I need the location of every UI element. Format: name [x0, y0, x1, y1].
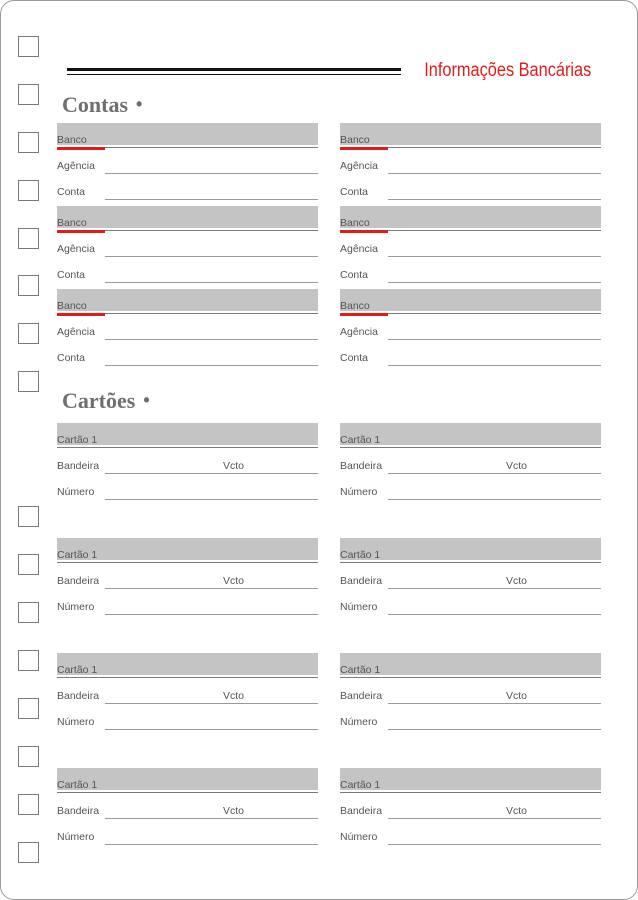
vcto-label: Vcto	[223, 460, 245, 472]
checkbox[interactable]	[18, 842, 39, 863]
red-underline	[340, 147, 388, 150]
bandeira-field[interactable]	[57, 460, 318, 474]
bandeira-label: Bandeira	[57, 805, 100, 817]
conta-field[interactable]	[57, 352, 318, 366]
agencia-field[interactable]	[57, 243, 318, 257]
cartao-block	[340, 423, 601, 501]
bandeira-label: Bandeira	[57, 575, 100, 587]
banco-field[interactable]	[57, 134, 318, 148]
cartao-label: Cartão 1	[340, 779, 381, 791]
checkbox[interactable]	[18, 36, 39, 57]
cartao-label: Cartão 1	[57, 549, 98, 561]
conta-field[interactable]	[340, 352, 601, 366]
vcto-label: Vcto	[506, 690, 528, 702]
agencia-field[interactable]	[57, 160, 318, 174]
banco-label: Banco	[57, 134, 87, 146]
checkbox[interactable]	[18, 275, 39, 296]
agencia-field[interactable]	[340, 243, 601, 257]
cartao-block	[57, 538, 318, 616]
conta-block	[57, 289, 318, 367]
numero-label: Número	[57, 831, 95, 843]
numero-label: Número	[57, 716, 95, 728]
numero-label: Número	[57, 486, 95, 498]
banco-field[interactable]	[340, 134, 601, 148]
page-title: Informações Bancárias	[423, 60, 591, 81]
vcto-label: Vcto	[506, 805, 528, 817]
numero-label: Número	[57, 601, 95, 613]
bandeira-field[interactable]	[57, 575, 318, 589]
red-underline	[57, 230, 105, 233]
bullet-icon: •	[136, 94, 143, 114]
conta-label: Conta	[57, 269, 86, 281]
cartao-field[interactable]	[340, 549, 601, 563]
bullet-icon: •	[143, 390, 150, 410]
checkbox[interactable]	[18, 180, 39, 201]
numero-field[interactable]	[57, 601, 318, 615]
checkbox[interactable]	[18, 554, 39, 575]
section-title-text: Cartões	[62, 388, 136, 413]
cartao-field[interactable]	[57, 664, 318, 678]
conta-label: Conta	[57, 352, 86, 364]
banco-field[interactable]	[340, 300, 601, 314]
section-title-cartoes	[62, 388, 150, 414]
cartao-field[interactable]	[340, 434, 601, 448]
conta-label: Conta	[340, 352, 369, 364]
red-underline	[340, 313, 388, 316]
banco-field[interactable]	[57, 300, 318, 314]
agencia-label: Agência	[57, 326, 95, 338]
header-rule	[67, 68, 401, 75]
checkbox[interactable]	[18, 84, 39, 105]
red-underline	[57, 147, 105, 150]
bandeira-field[interactable]	[57, 690, 318, 704]
banco-label: Banco	[340, 217, 370, 229]
numero-label: Número	[340, 716, 378, 728]
numero-field[interactable]	[57, 831, 318, 845]
conta-block	[340, 206, 601, 284]
bandeira-label: Bandeira	[340, 690, 383, 702]
checkbox[interactable]	[18, 228, 39, 249]
conta-field[interactable]	[57, 269, 318, 283]
banco-label: Banco	[57, 217, 87, 229]
checkbox[interactable]	[18, 746, 39, 767]
cartao-block	[57, 423, 318, 501]
agencia-label: Agência	[57, 160, 95, 172]
bandeira-field[interactable]	[340, 690, 601, 704]
banco-field[interactable]	[340, 217, 601, 231]
agencia-label: Agência	[340, 243, 378, 255]
agencia-field[interactable]	[340, 160, 601, 174]
cartao-label: Cartão 1	[57, 434, 98, 446]
cartao-label: Cartão 1	[57, 664, 98, 676]
cartao-label: Cartão 1	[340, 549, 381, 561]
conta-field[interactable]	[57, 186, 318, 200]
cartao-label: Cartão 1	[340, 434, 381, 446]
banco-field[interactable]	[57, 217, 318, 231]
conta-field[interactable]	[340, 269, 601, 283]
bandeira-label: Bandeira	[340, 460, 383, 472]
numero-label: Número	[340, 601, 378, 613]
conta-block	[57, 206, 318, 284]
numero-label: Número	[340, 831, 378, 843]
checkbox[interactable]	[18, 650, 39, 671]
cartao-field[interactable]	[57, 779, 318, 793]
checkbox[interactable]	[18, 323, 39, 344]
cartao-block	[57, 768, 318, 846]
banco-label: Banco	[57, 300, 87, 312]
checkbox[interactable]	[18, 132, 39, 153]
vcto-label: Vcto	[506, 460, 528, 472]
vcto-label: Vcto	[223, 805, 245, 817]
cartao-field[interactable]	[340, 664, 601, 678]
cartao-block	[340, 538, 601, 616]
agencia-label: Agência	[340, 326, 378, 338]
numero-field[interactable]	[57, 486, 318, 500]
red-underline	[57, 313, 105, 316]
cartao-block	[57, 653, 318, 731]
agencia-label: Agência	[340, 160, 378, 172]
vcto-label: Vcto	[506, 575, 528, 587]
section-title-text: Contas	[62, 92, 129, 117]
vcto-label: Vcto	[223, 690, 245, 702]
numero-field[interactable]	[340, 601, 601, 615]
numero-field[interactable]	[340, 716, 601, 730]
agencia-field[interactable]	[340, 326, 601, 340]
checkbox[interactable]	[18, 602, 39, 623]
bandeira-label: Bandeira	[57, 460, 100, 472]
red-underline	[340, 230, 388, 233]
numero-field[interactable]	[340, 486, 601, 500]
banco-label: Banco	[340, 300, 370, 312]
checkbox[interactable]	[18, 506, 39, 527]
cartao-label: Cartão 1	[57, 779, 98, 791]
cartao-block	[340, 653, 601, 731]
cartao-field[interactable]	[57, 549, 318, 563]
vcto-label: Vcto	[223, 575, 245, 587]
cartao-field[interactable]	[57, 434, 318, 448]
checkbox[interactable]	[18, 794, 39, 815]
conta-block	[57, 123, 318, 201]
checkbox[interactable]	[18, 371, 39, 392]
agencia-label: Agência	[57, 243, 95, 255]
numero-field[interactable]	[57, 716, 318, 730]
numero-label: Número	[340, 486, 378, 498]
bandeira-field[interactable]	[57, 805, 318, 819]
conta-field[interactable]	[340, 186, 601, 200]
section-title-contas	[62, 92, 142, 118]
checkbox[interactable]	[18, 698, 39, 719]
conta-block	[340, 289, 601, 367]
bandeira-field[interactable]	[340, 805, 601, 819]
bandeira-field[interactable]	[340, 460, 601, 474]
conta-block	[340, 123, 601, 201]
cartao-block	[340, 768, 601, 846]
cartao-label: Cartão 1	[340, 664, 381, 676]
numero-field[interactable]	[340, 831, 601, 845]
conta-label: Conta	[57, 186, 86, 198]
conta-label: Conta	[340, 269, 369, 281]
bandeira-field[interactable]	[340, 575, 601, 589]
bandeira-label: Bandeira	[57, 690, 100, 702]
banco-label: Banco	[340, 134, 370, 146]
cartao-field[interactable]	[340, 779, 601, 793]
bandeira-label: Bandeira	[340, 805, 383, 817]
agencia-field[interactable]	[57, 326, 318, 340]
bandeira-label: Bandeira	[340, 575, 383, 587]
conta-label: Conta	[340, 186, 369, 198]
